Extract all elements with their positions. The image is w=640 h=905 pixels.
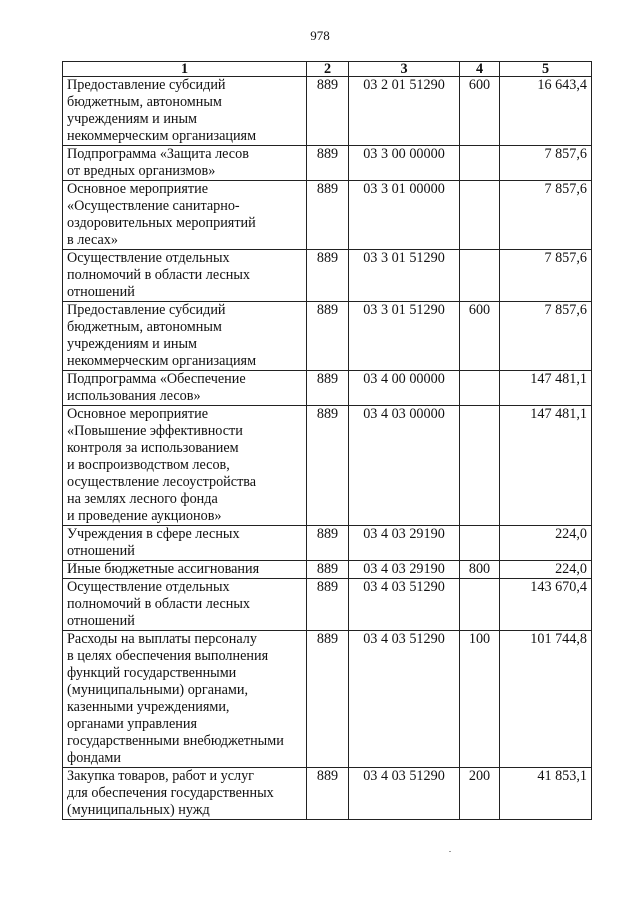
row-name: Предоставление субсидий бюджетным, автономным учреждениям и иным некоммерческим организациям (63, 77, 307, 146)
target-article-code: 03 3 01 51290 (349, 302, 460, 371)
table-row (63, 631, 592, 768)
expense-kind-code (460, 146, 500, 181)
amount: 7 857,6 (500, 250, 592, 302)
amount: 147 481,1 (500, 371, 592, 406)
expense-kind-code (460, 181, 500, 250)
expense-kind-code: 800 (460, 561, 500, 579)
amount: 7 857,6 (500, 302, 592, 371)
table-row (63, 181, 592, 250)
expense-kind-code: 100 (460, 631, 500, 768)
target-article-code: 03 2 01 51290 (349, 77, 460, 146)
row-name: Предоставление субсидий бюджетным, автономным учреждениям и иным некоммерческим организациям (63, 302, 307, 371)
target-article-code: 03 4 03 51290 (349, 768, 460, 820)
expense-kind-code (460, 526, 500, 561)
amount: 147 481,1 (500, 406, 592, 526)
table-row (63, 579, 592, 631)
table-row (63, 561, 592, 579)
ministry-code: 889 (307, 406, 349, 526)
ministry-code: 889 (307, 77, 349, 146)
target-article-code: 03 3 01 00000 (349, 181, 460, 250)
header-cell-3: 3 (349, 62, 460, 77)
row-name: Подпрограмма «Обеспечение использования лесов» (63, 371, 307, 406)
amount: 41 853,1 (500, 768, 592, 820)
ministry-code: 889 (307, 250, 349, 302)
header-cell-5: 5 (500, 62, 592, 77)
target-article-code: 03 4 03 51290 (349, 631, 460, 768)
ministry-code: 889 (307, 371, 349, 406)
target-article-code: 03 4 03 29190 (349, 526, 460, 561)
amount: 101 744,8 (500, 631, 592, 768)
table-body (63, 77, 592, 820)
row-name: Осуществление отдельных полномочий в области лесных отношений (63, 579, 307, 631)
ministry-code: 889 (307, 526, 349, 561)
page-number: 978 (310, 28, 330, 43)
expense-kind-code (460, 371, 500, 406)
budget-table (62, 61, 592, 820)
row-name: Основное мероприятие «Повышение эффективности контроля за использованием и воспроизводством лесов, осуществление лесоустройства на землях лесного фонда и проведение аукционов» (63, 406, 307, 526)
ministry-code: 889 (307, 561, 349, 579)
table-row (63, 146, 592, 181)
ministry-code: 889 (307, 579, 349, 631)
scan-speck (449, 851, 451, 852)
row-name: Осуществление отдельных полномочий в области лесных отношений (63, 250, 307, 302)
table-row (63, 250, 592, 302)
target-article-code: 03 4 03 51290 (349, 579, 460, 631)
row-name: Учреждения в сфере лесных отношений (63, 526, 307, 561)
header-cell-1: 1 (63, 62, 307, 77)
expense-kind-code: 600 (460, 77, 500, 146)
amount: 16 643,4 (500, 77, 592, 146)
header-cell-2: 2 (307, 62, 349, 77)
target-article-code: 03 4 03 00000 (349, 406, 460, 526)
table-row (63, 768, 592, 820)
header-row (63, 62, 592, 77)
table-row (63, 302, 592, 371)
row-name: Иные бюджетные ассигнования (63, 561, 307, 579)
ministry-code: 889 (307, 768, 349, 820)
ministry-code: 889 (307, 631, 349, 768)
target-article-code: 03 3 00 00000 (349, 146, 460, 181)
row-name: Закупка товаров, работ и услуг для обеспечения государственных (муниципальных) нужд (63, 768, 307, 820)
ministry-code: 889 (307, 146, 349, 181)
expense-kind-code: 600 (460, 302, 500, 371)
header-cell-4: 4 (460, 62, 500, 77)
target-article-code: 03 4 03 29190 (349, 561, 460, 579)
row-name: Расходы на выплаты персоналу в целях обеспечения выполнения функций государственными (муниципальными) органами, казенными учреждениями, органами управления государственными внебюджетными фондами (63, 631, 307, 768)
amount: 224,0 (500, 526, 592, 561)
table-row (63, 77, 592, 146)
ministry-code: 889 (307, 181, 349, 250)
target-article-code: 03 4 00 00000 (349, 371, 460, 406)
amount: 224,0 (500, 561, 592, 579)
expense-kind-code (460, 579, 500, 631)
table-row (63, 526, 592, 561)
ministry-code: 889 (307, 302, 349, 371)
amount: 7 857,6 (500, 146, 592, 181)
expense-kind-code (460, 250, 500, 302)
table-row (63, 371, 592, 406)
table-row (63, 406, 592, 526)
amount: 143 670,4 (500, 579, 592, 631)
amount: 7 857,6 (500, 181, 592, 250)
row-name: Основное мероприятие «Осуществление санитарно- оздоровительных мероприятий в лесах» (63, 181, 307, 250)
expense-kind-code (460, 406, 500, 526)
expense-kind-code: 200 (460, 768, 500, 820)
target-article-code: 03 3 01 51290 (349, 250, 460, 302)
row-name: Подпрограмма «Защита лесов от вредных организмов» (63, 146, 307, 181)
